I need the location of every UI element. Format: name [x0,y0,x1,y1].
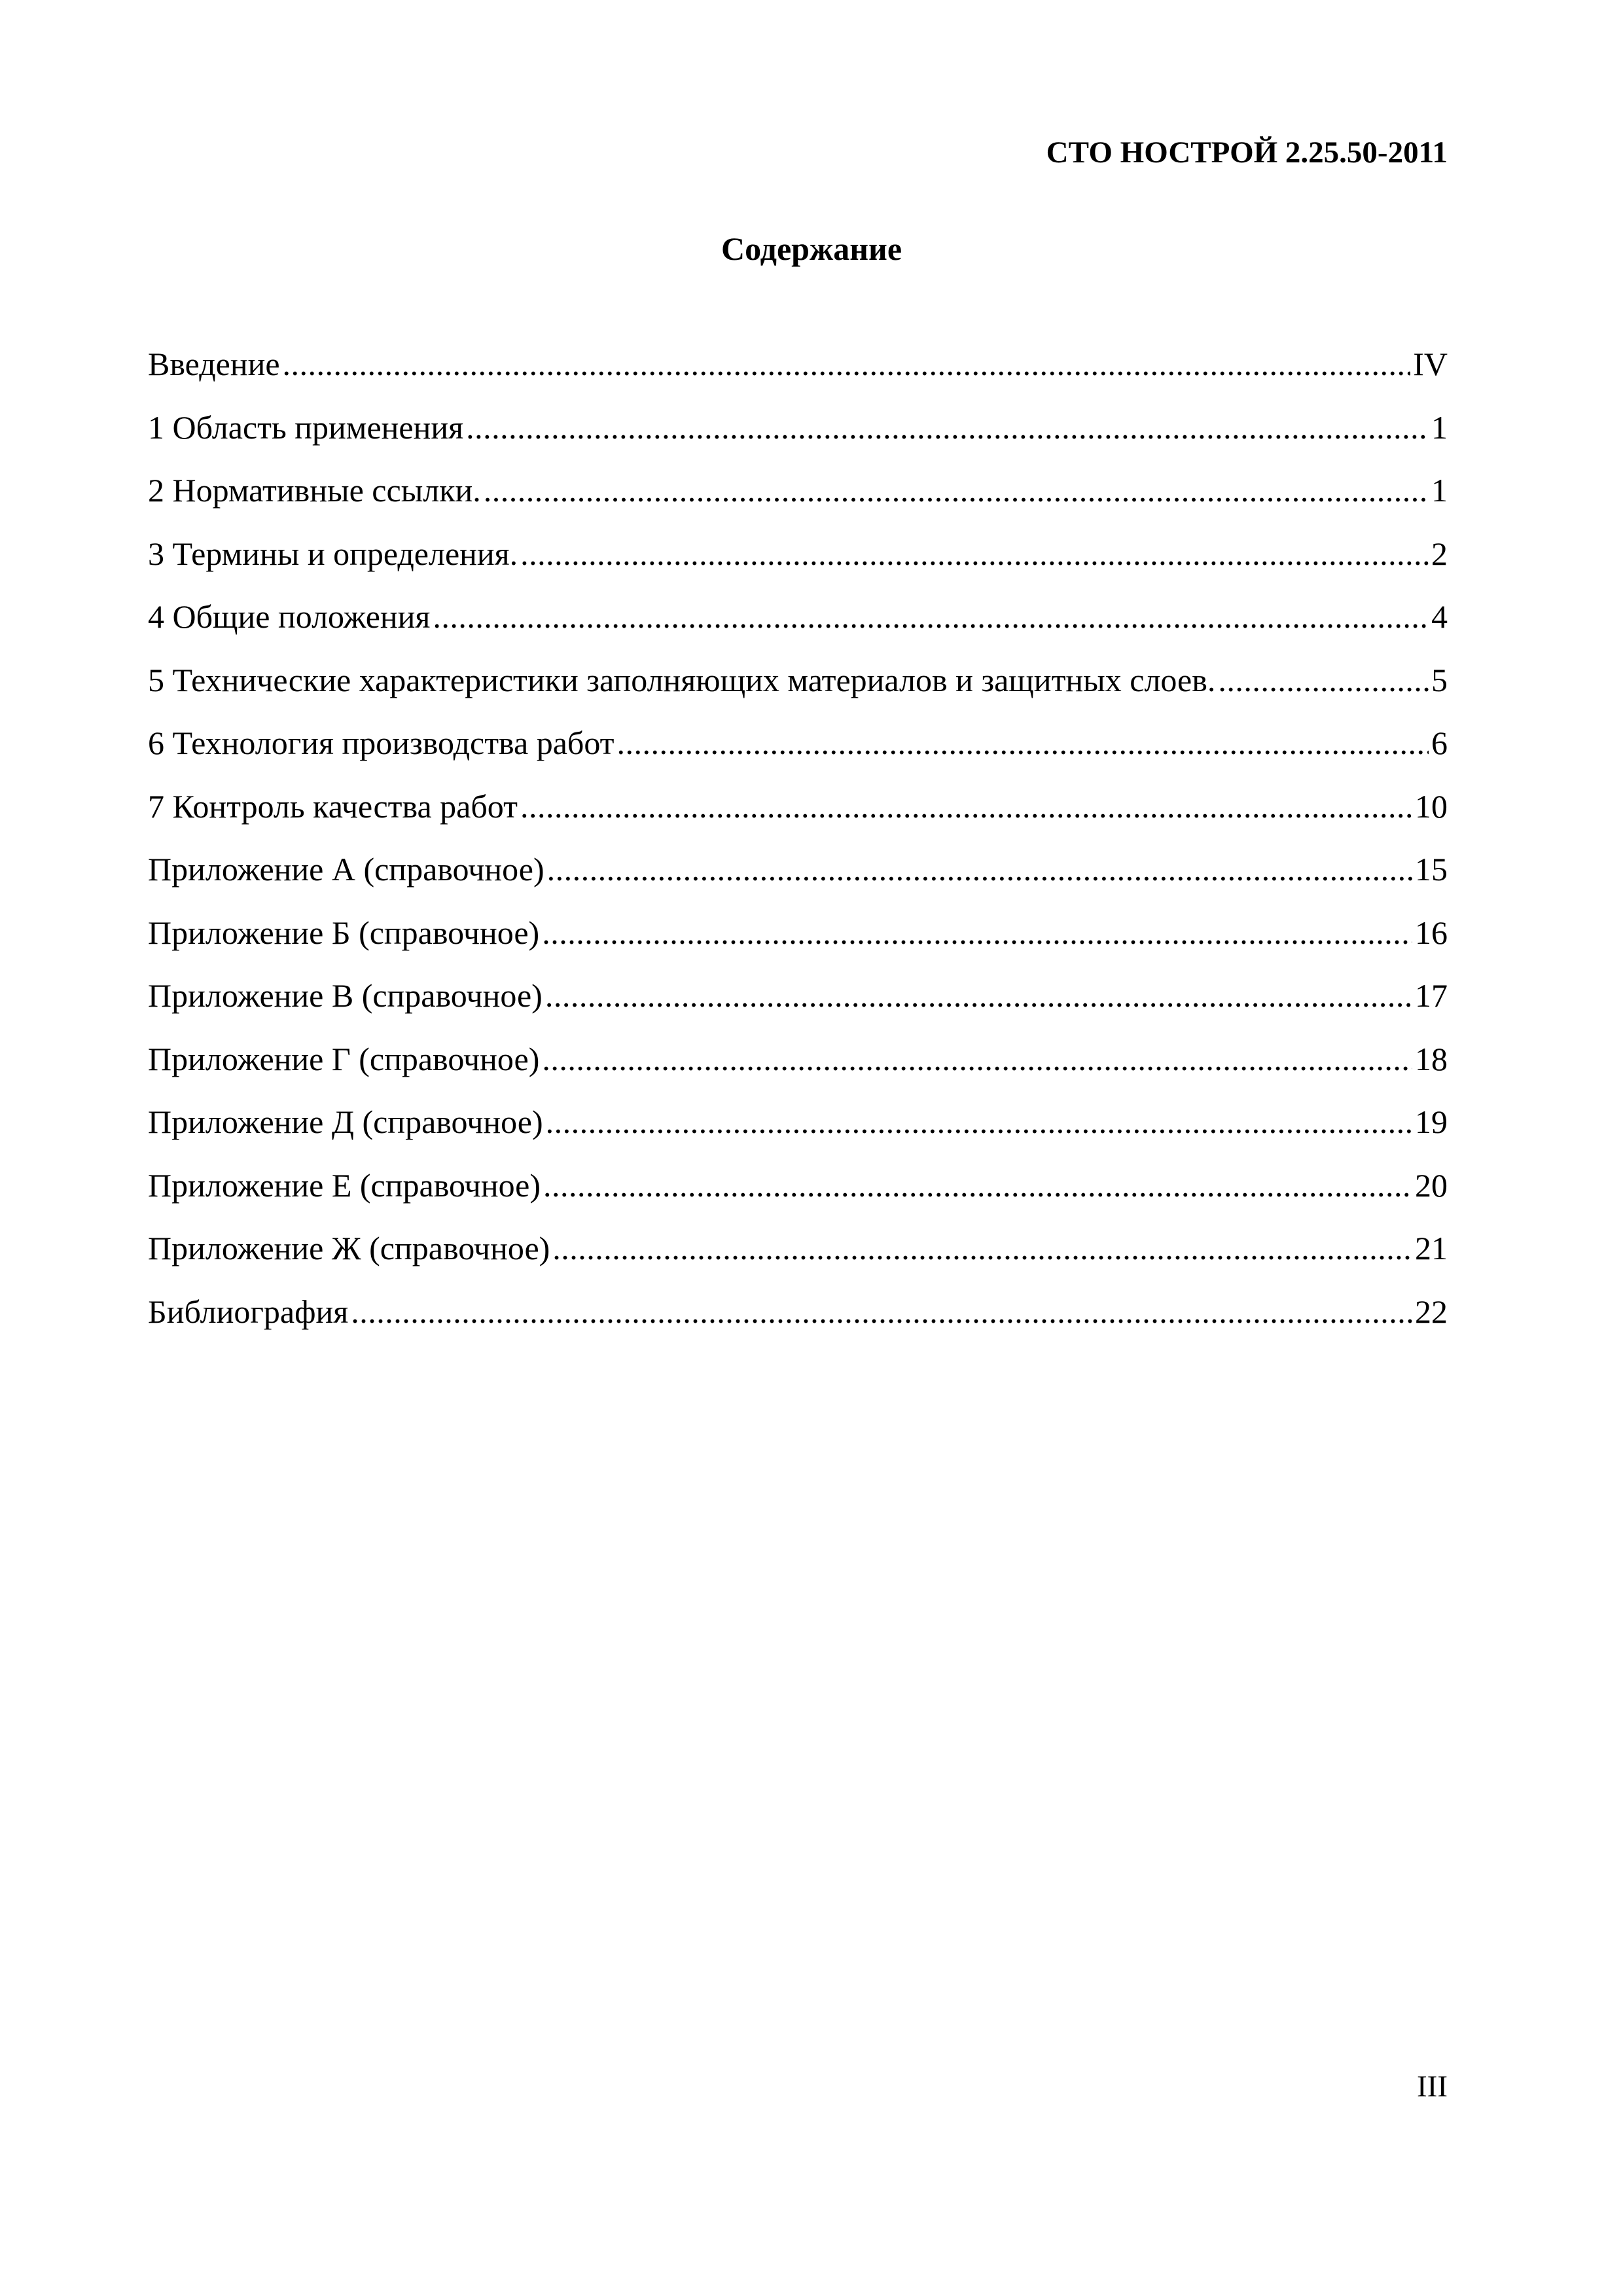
toc-entry-page: 15 [1415,851,1448,888]
toc-title: Содержание [721,230,902,267]
toc-entry-appendix-v[interactable] [148,964,1448,1028]
toc-entry-section-3[interactable] [148,522,1448,586]
toc-entry-page: 1 [1431,472,1448,509]
toc-entry-section-7[interactable] [148,775,1448,838]
toc-leader-dots [433,585,1429,649]
toc-entry-appendix-e[interactable] [148,1154,1448,1217]
toc-entry-page: 18 [1415,1040,1448,1077]
toc-leader-dots [466,396,1429,459]
toc-entry-label: 2 Нормативные ссылки. [148,472,481,509]
toc-leader-dots [542,901,1412,965]
toc-leader-dots [520,522,1429,586]
toc-entry-page: 19 [1415,1103,1448,1140]
toc-entry-appendix-a[interactable] [148,838,1448,901]
toc-entry-label: Приложение Д (справочное) [148,1103,543,1140]
toc-entry-page: 16 [1415,914,1448,951]
toc-entry-page: 10 [1415,787,1448,825]
toc-entry-label: Приложение Г (справочное) [148,1040,540,1077]
document-code: СТО НОСТРОЙ 2.25.50-2011 [1046,135,1448,170]
toc-leader-dots [617,711,1429,775]
toc-entry-page: 20 [1415,1166,1448,1204]
toc-leader-dots [543,1154,1412,1217]
toc-entry-section-5[interactable] [148,649,1448,712]
toc-entry-section-4[interactable] [148,585,1448,649]
toc-entry-appendix-d[interactable] [148,1090,1448,1154]
toc-entry-label: 5 Технические характеристики заполняющих материалов и защитных слоев. [148,661,1216,698]
toc-entry-appendix-zh[interactable] [148,1217,1448,1280]
toc-entry-page: 6 [1431,725,1448,761]
toc-entry-appendix-g[interactable] [148,1028,1448,1091]
toc-entry-section-1[interactable] [148,396,1448,459]
toc-entry-page: 2 [1431,535,1448,572]
toc-leader-dots [283,332,1411,396]
toc-entry-bibliography[interactable] [148,1280,1448,1344]
toc-entry-label: 7 Контроль качества работ [148,787,518,825]
toc-entry-label: Приложение А (справочное) [148,851,544,888]
toc-leader-dots [1218,649,1429,712]
toc-leader-dots [546,1090,1412,1154]
toc-entry-page: IV [1413,346,1448,382]
toc-entry-label: Приложение Б (справочное) [148,914,540,951]
toc-entry-label: 3 Термины и определения. [148,535,518,572]
toc-entry-introduction[interactable] [148,332,1448,396]
toc-entry-label: Приложение Ж (справочное) [148,1230,550,1266]
toc-entry-label: Приложение Е (справочное) [148,1166,541,1204]
toc-leader-dots [545,964,1412,1028]
toc-entry-page: 5 [1431,661,1448,698]
toc-entry-page: 17 [1415,977,1448,1014]
toc-leader-dots [520,775,1412,838]
toc-entry-label: Приложение В (справочное) [148,977,543,1014]
toc-entry-page: 4 [1431,598,1448,635]
page-number: III [1417,2070,1448,2104]
toc-entry-label: 4 Общие положения [148,598,431,635]
toc-entry-page: 21 [1415,1230,1448,1266]
toc-entry-page: 22 [1415,1293,1448,1330]
toc-entry-label: 1 Область применения [148,408,464,446]
toc-entry-label: Введение [148,346,280,382]
toc-entry-label: Библиография [148,1293,349,1330]
toc-entry-section-2[interactable] [148,459,1448,522]
toc-leader-dots [552,1217,1412,1280]
toc-leader-dots [542,1028,1412,1091]
toc-entry-appendix-b[interactable] [148,901,1448,965]
toc-leader-dots [351,1280,1412,1344]
toc-entry-page: 1 [1431,408,1448,446]
toc-entry-section-6[interactable] [148,711,1448,775]
toc-leader-dots [484,459,1429,522]
toc-entry-label: 6 Технология производства работ [148,725,615,761]
table-of-contents [148,332,1448,1343]
toc-leader-dots [547,838,1412,901]
